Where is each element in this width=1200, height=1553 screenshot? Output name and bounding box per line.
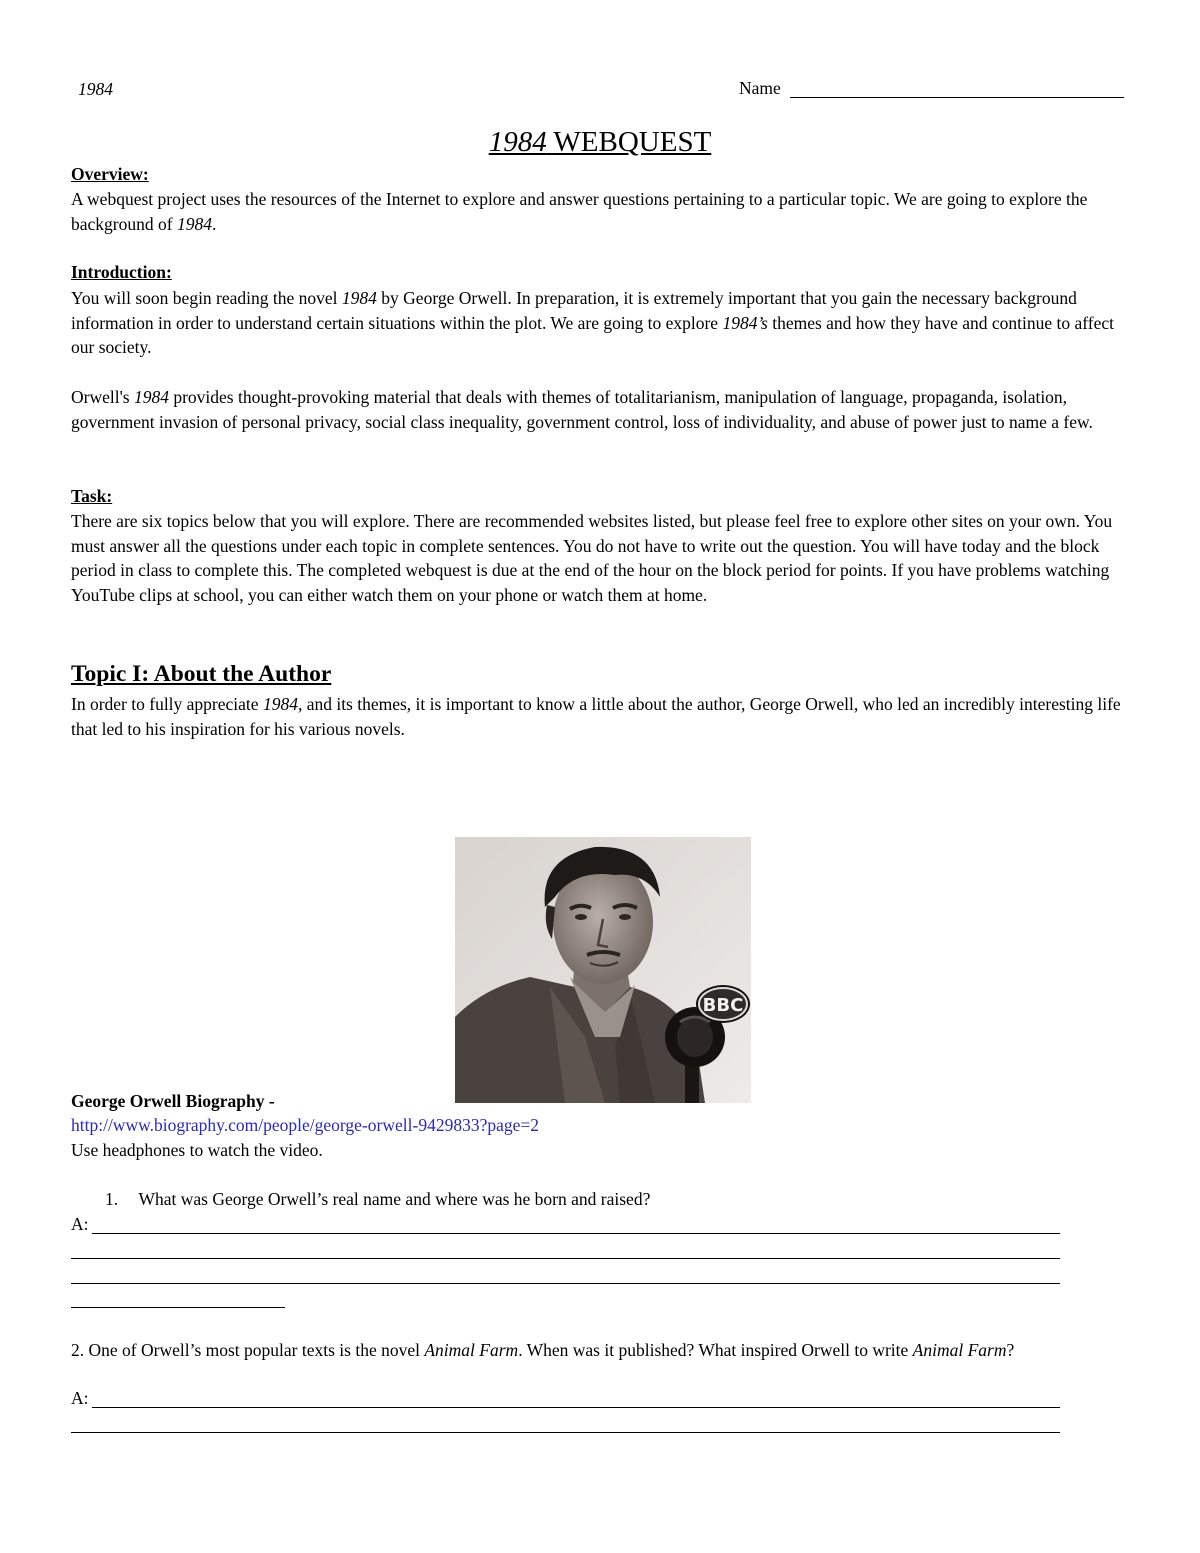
intro-p2-a: Orwell's (71, 387, 134, 407)
task-text: There are six topics below that you will explore. There are recommended websites listed, but please feel free to explore other sites on your own. You must answer all the questions under each topic in complete sentences. You do not have to write out the question. You will have today and the block period in class to complete this. The completed webquest is due at the end of the hour on the block period for points. If you have problems watching YouTube clips at school, you can either watch them on your phone or watch them at home. (71, 511, 1113, 606)
page-title (0, 126, 1200, 159)
george-orwell-photo (455, 837, 751, 1103)
question-2-book: Animal Farm (424, 1340, 519, 1360)
biography-dash: - (264, 1091, 275, 1111)
answer-2-line-1[interactable] (92, 1407, 1060, 1408)
question-1-text: What was George Orwell’s real name and where was he born and raised? (138, 1189, 651, 1209)
intro-p2-b: provides thought-provoking material that deals with themes of totalitarianism, manipulation of language, propaganda, isolation, government invasion of personal privacy, social class inequality, government control, loss of individuality, and abuse of power just to name a few. (71, 387, 1093, 432)
name-field-line[interactable] (790, 97, 1124, 98)
introduction-paragraph-1 (71, 286, 1131, 360)
overview-text-b: . (211, 213, 217, 234)
answer-1-line-2[interactable] (71, 1258, 1060, 1259)
question-2-book2: Animal Farm (912, 1340, 1007, 1360)
title-rest: WEBQUEST (553, 126, 712, 158)
intro-p1-b: by George Orwell. In preparation, it is extremely important that you gain the necessary background information in order to understand certain situations within the plot. We are going to explore (71, 288, 1077, 333)
biography-label-text: George Orwell Biography (71, 1091, 265, 1111)
topic-1-text (71, 692, 1131, 741)
overview-text (71, 187, 1131, 236)
header-book-title: 1984 (78, 79, 113, 99)
topic-1-heading: Topic I: About the Author (71, 661, 332, 687)
introduction-paragraph-2 (71, 385, 1131, 434)
question-2 (71, 1338, 1131, 1363)
question-2-number: 2. (71, 1340, 85, 1360)
intro-p1-book2: 1984’s (722, 312, 768, 333)
biography-url-row (71, 1115, 539, 1136)
question-2-text-a: One of Orwell’s most popular texts is the novel (84, 1340, 425, 1360)
overview-heading: Overview: (71, 164, 149, 184)
question-1-answer-label: A: (71, 1214, 89, 1234)
task-heading: Task: (71, 486, 113, 506)
question-2-answer-label: A: (71, 1388, 89, 1408)
intro-p2-book: 1984 (133, 387, 169, 407)
bbc-badge-text: BBC (702, 995, 744, 1016)
topic1-text-a: In order to fully appreciate (71, 694, 263, 714)
overview-text-a: A webquest project uses the resources of the Internet to explore and answer questions pertaining to a particular topic. We are going to explore the background of (71, 189, 1088, 234)
introduction-heading: Introduction: (71, 262, 172, 282)
intro-p1-book: 1984 (341, 288, 377, 308)
biography-label (71, 1091, 275, 1112)
topic1-text-b: and its themes, it is important to know a little about the author, George Orwell, who led an incredibly interesting life that led to his inspiration for his various novels. (71, 694, 1121, 739)
biography-url-link[interactable]: http://www.biography.com/people/george-orwell-9429833?page=2 (71, 1115, 539, 1135)
answer-1-line-4[interactable] (71, 1307, 285, 1308)
question-2-text-c: ? (1006, 1340, 1015, 1360)
name-label: Name (739, 78, 781, 98)
answer-1-line-1[interactable] (92, 1233, 1060, 1234)
title-book: 1984 (488, 126, 547, 158)
headphones-note: Use headphones to watch the video. (71, 1140, 323, 1160)
overview-book: 1984 (176, 213, 212, 234)
question-2-text-b: . When was it published? What inspired Orwell to write (518, 1340, 913, 1360)
answer-2-line-2[interactable] (71, 1432, 1060, 1433)
topic1-book: 1984, (262, 694, 303, 714)
question-1 (105, 1189, 650, 1210)
answer-1-line-3[interactable] (71, 1283, 1060, 1284)
question-1-number: 1. (105, 1189, 119, 1209)
intro-p1-c: themes and how they have and continue to affect our society. (71, 312, 1114, 358)
intro-p1-a: You will soon begin reading the novel (71, 288, 342, 308)
